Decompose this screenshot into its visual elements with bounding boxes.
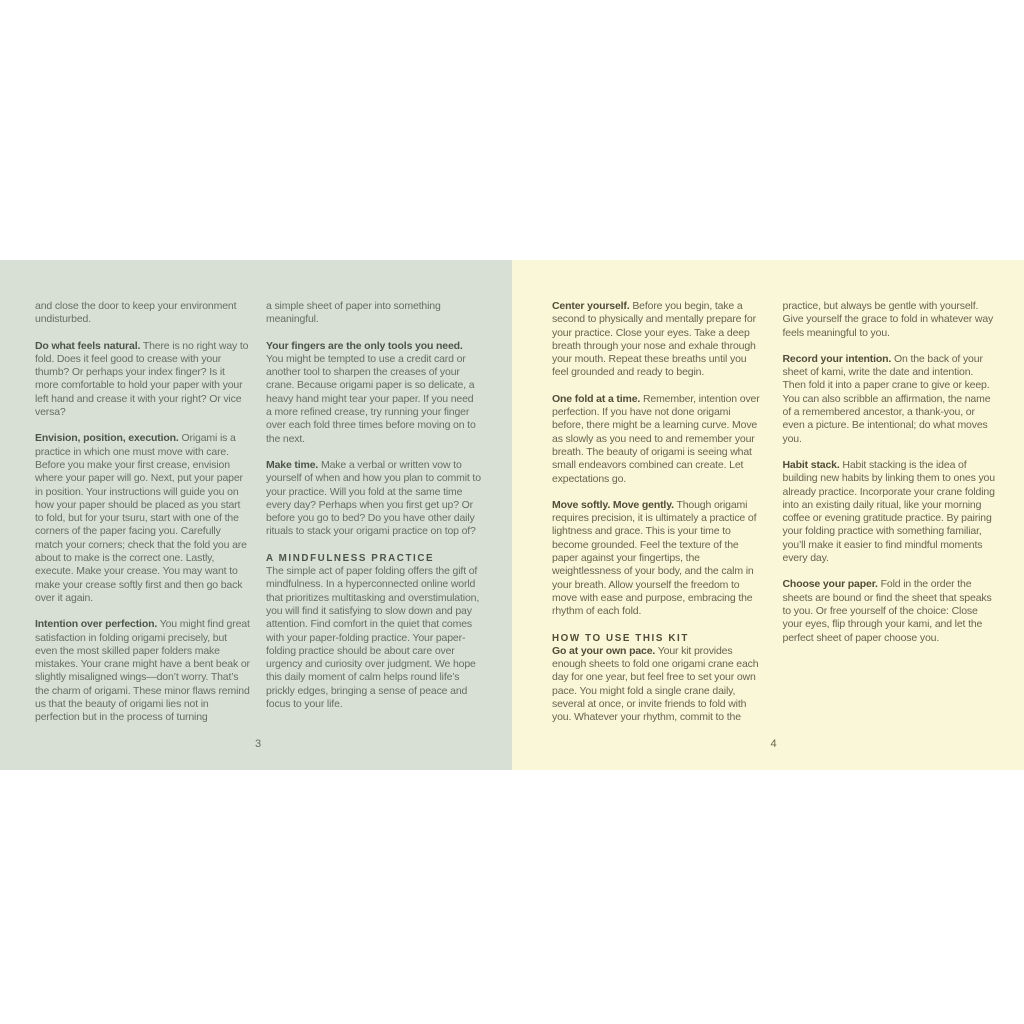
paragraph-lead: Center yourself. — [552, 300, 630, 312]
right-column-1 — [552, 300, 765, 738]
paragraph-lead: Habit stack. — [782, 458, 840, 471]
paragraph — [35, 618, 250, 724]
paragraph — [783, 459, 996, 565]
left-column-2 — [266, 300, 481, 738]
paragraph-continued — [783, 300, 996, 340]
section-heading-mindfulness-practice: A MINDFULNESS PRACTICE — [266, 552, 435, 564]
page-number-left: 3 — [254, 738, 262, 750]
paragraph-text: and close the door to keep your environment undisturbed. — [35, 300, 237, 326]
section-heading-how-to-use-this-kit: HOW TO USE THIS KIT — [552, 632, 689, 644]
paragraph — [266, 340, 481, 446]
right-page — [512, 260, 1024, 770]
paragraph-text: Fold in the order the sheets are bound or find the sheet that speaks to you. Or free yourself of the choice: Close your eyes, flip through your kami, and let the perfect sheet of paper choose you. — [782, 578, 992, 644]
paragraph — [552, 300, 765, 380]
paragraph-text: Origami is a practice in which one must move with care. Before you make your first crease, envision where your paper will go. Next, put your paper in position. Your instructions will guide you on how your paper should be placed as you start to fold, but for your tsuru, start with one of the corners of the paper facing you. Carefully match your corners; check that the fold you are about to make is the correct one. Lastly, execute. Make your crease. You may want to make your crease softly first and then go back over it again. — [35, 432, 247, 604]
paragraph-text: There is no right way to fold. Does it feel good to crease with your thumb? Or perhaps your index finger? Is it more comfortable to hold your paper with your left hand and crease it with your right? Or vice versa? — [35, 339, 249, 419]
paragraph-text: practice, but always be gentle with yourself. Give yourself the grace to fold in whatever way feels meaningful to you. — [782, 300, 994, 339]
paragraph-text: You might be tempted to use a credit card or another tool to sharpen the creases of your crane. Because origami paper is so delicate, a heavy hand might tear your paper. If you need a more refined crease, try running your finger over each fold three times before moving on to the next. — [266, 352, 476, 445]
right-page-columns — [552, 300, 995, 738]
paragraph — [35, 340, 250, 420]
paragraph — [552, 393, 765, 486]
paragraph-text: Habit stacking is the idea of building new habits by linking them to ones you already practice. Incorporate your crane folding into an existing daily ritual, like your morning coffee or evening gratitude practice. By pairing your folding practice with something familiar, you’ll make it easier to find mindful moments every day. — [782, 458, 995, 565]
page-number-right: 4 — [770, 738, 777, 750]
paragraph-text: The simple act of paper folding offers the gift of mindfulness. In a hyperconnected online world that prioritizes multitasking and overstimulation, you will find it satisfying to slow down and pay attention. Find comfort in the quiet that comes with your paper-folding practice. Your paper-folding practice should be about care over urgency and curiosity over judgment. We hope this daily moment of calm helps round life’s prickly edges, bringing a sense of peace and focus to your life. — [266, 565, 480, 711]
paragraph — [266, 459, 481, 539]
paragraph — [552, 499, 765, 619]
left-page — [0, 260, 512, 770]
book-spread — [0, 260, 1024, 770]
paragraph-lead: Choose your paper. — [782, 578, 878, 591]
paragraph-text: You might find great satisfaction in folding origami precisely, but even the most skilled paper folders make mistakes. Your crane might have a bent beak or slightly misaligned wings—don’t worry. That’s the charm of origami. These minor flaws remind us that the beauty of origami lies not in perfection but in the process of turning — [35, 618, 250, 724]
paragraph-lead: Envision, position, execution. — [35, 432, 179, 445]
left-column-1 — [35, 300, 250, 738]
paragraph-text: Though origami requires precision, it is ultimately a practice of lightness and grace. This is your time to become grounded. Feel the texture of the paper against your fingertips, the weightlessness of your body, and the calm in your breath. Allow yourself the freedom to move with ease and purpose, embracing the rhythm of each fold. — [552, 498, 757, 618]
paragraph-lead: Move softly. Move gently. — [552, 498, 674, 511]
paragraph-lead: Do what feels natural. — [35, 339, 141, 352]
paragraph-continued — [266, 300, 481, 327]
paragraph-text: Make a verbal or written vow to yourself of when and how you plan to commit to your practice. Will you fold at the same time every day? Perhaps when you first get up? Or before you go to bed? Do you have other daily rituals to stack your origami practice on top of? — [266, 458, 481, 538]
paragraph-lead: Record your intention. — [782, 352, 892, 365]
paragraph — [783, 353, 996, 446]
paragraph — [552, 645, 765, 725]
paragraph-text: Your kit provides enough sheets to fold one origami crane each day for one year, but feel free to set your own pace. You might fold a single crane daily, several at once, or invite friends to fold with you. Whatever your rhythm, commit to the — [552, 644, 759, 724]
right-column-2 — [783, 300, 996, 738]
paragraph-text: a simple sheet of paper into something meaningful. — [266, 300, 441, 326]
paragraph-continued — [35, 300, 250, 327]
paragraph-lead: Make time. — [266, 458, 319, 471]
paragraph-lead: Intention over perfection. — [35, 618, 158, 631]
paragraph-lead: Go at your own pace. — [552, 644, 656, 657]
left-page-columns — [35, 300, 481, 738]
paragraph-lead: One fold at a time. — [552, 392, 641, 405]
paragraph-text: Remember, intention over perfection. If you have not done origami before, there might be a learning curve. Move as slowly as you need to and remember your breath. The beauty of origami is seeing what small endeavors combined can create. Let expectations go. — [552, 392, 760, 485]
paragraph-text: On the back of your sheet of kami, write the date and intention. Then fold it into a paper crane to give or keep. You can also scribble an affirmation, the name of a remembered ancestor, a thank-you, or even a picture. Be intentional; do what moves you. — [782, 352, 991, 445]
paragraph-lead: Your fingers are the only tools you need. — [266, 339, 463, 352]
paragraph-text: Before you begin, take a second to physically and mentally prepare for your practice. Close your eyes. Take a deep breath through your nose and exhale through your mouth. Repeat these breaths until you feel grounded and ready to begin. — [552, 300, 756, 379]
paragraph — [35, 432, 250, 605]
paragraph — [783, 578, 996, 644]
paragraph — [266, 565, 481, 711]
